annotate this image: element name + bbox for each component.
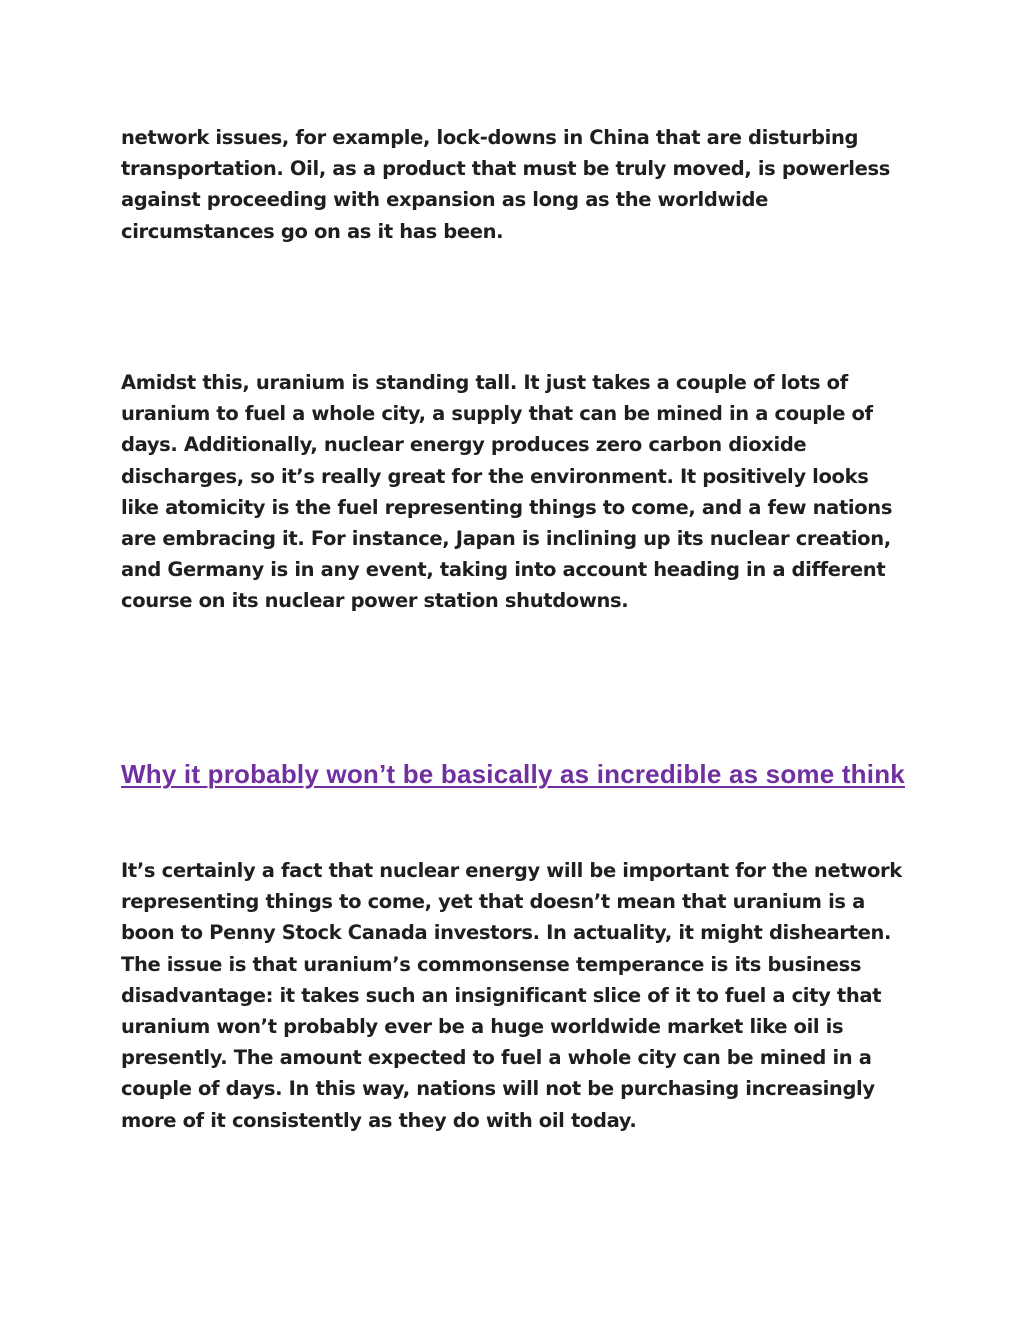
paragraph-network-issues: network issues, for example, lock-downs in China that are disturbing transportation. Oil, as a product that must be truly moved, is powerless against proceeding with expansion as long as the worldwide circumstances go on as it has been. [121,126,891,243]
paragraph-nuclear-energy-network: It’s certainly a fact that nuclear energy will be important for the network representing things to come, yet that doesn’t mean that uranium is a boon to Penny Stock Canada investors. In actuality, it might dishearten. The issue is that uranium’s commonsense temperance is its business disadvantage: it takes such an insignificant slice of it to fuel a city that uranium won’t probably ever be a huge worldwide market like oil is presently. The amount expected to fuel a whole city can be mined in a couple of days. In this way, nations will not be purchasing increasingly more of it consistently as they do with oil today. [121,859,902,1132]
paragraph-uranium-standing-tall: Amidst this, uranium is standing tall. It just takes a couple of lots of uranium to fuel a whole city, a supply that can be mined in a couple of days. Additionally, nuclear energy produces zero carbon dioxide discharges, so it’s really great for the environment. It positively looks like atomicity is the fuel representing things to come, and a few nations are embracing it. For instance, Japan is inclining up its nuclear creation, and Germany is in any event, taking into account heading in a different course on its nuclear power station shutdowns. [121,371,893,613]
section-heading-link[interactable]: Why it probably won’t be basically as incredible as some think [121,759,905,789]
